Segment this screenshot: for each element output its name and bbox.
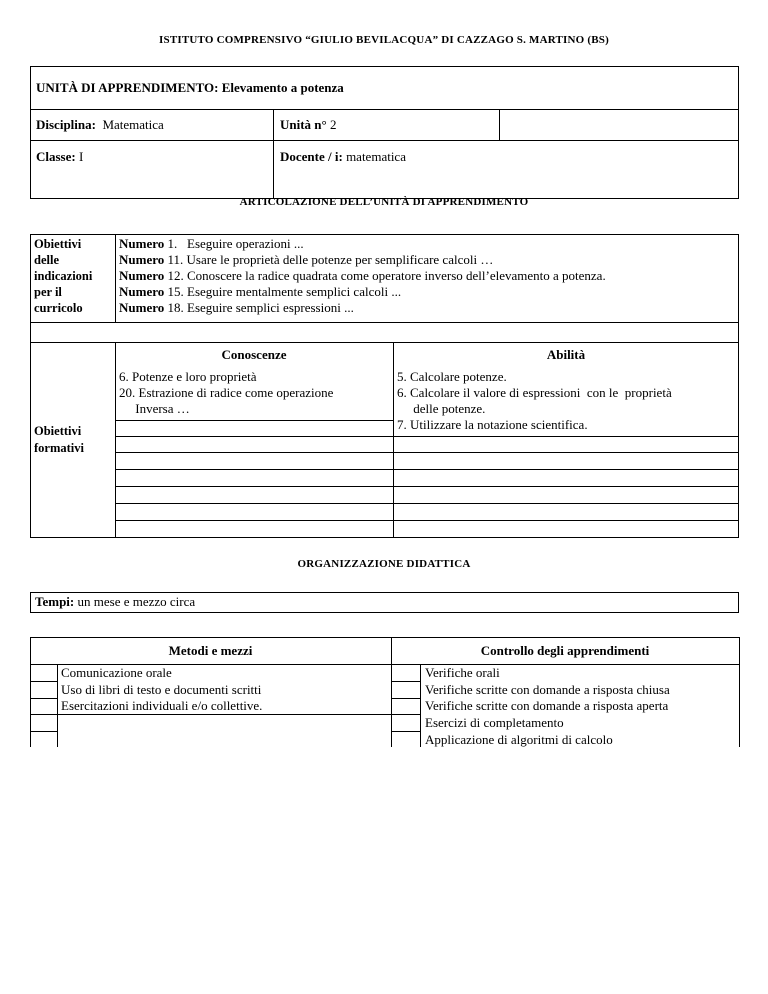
- curricolo-label: Obiettivi delle indicazioni per il curricolo: [34, 237, 93, 315]
- abilita-list: [397, 369, 672, 433]
- list-item: Verifiche orali: [425, 665, 500, 680]
- list-item: Esercitazioni individuali e/o collettive.: [61, 698, 263, 714]
- metodi-list: [61, 665, 262, 715]
- class-field: Classe: I: [36, 149, 84, 164]
- list-item: Uso di libri di testo e documenti scritti: [61, 681, 262, 697]
- metodi-header: Metodi e mezzi: [168, 643, 253, 658]
- list-item: 7. Utilizzare la notazione scientifica.: [397, 417, 588, 432]
- conoscenze-header: Conoscenze: [221, 347, 287, 362]
- list-item: delle potenze.: [397, 401, 486, 416]
- list-item: 5. Calcolare potenze.: [397, 369, 507, 384]
- list-item: Inversa …: [119, 401, 190, 416]
- articolazione-title: ARTICOLAZIONE DELL’UNITÀ DI APPRENDIMENTO: [239, 196, 529, 208]
- tempi-field: Tempi: un mese e mezzo circa: [35, 594, 196, 609]
- list-item: Numero 18. Eseguire semplici espressioni ...: [119, 300, 354, 315]
- school-header: ISTITUTO COMPRENSIVO “GIULIO BEVILACQUA” DI CAZZAGO S. MARTINO (BS): [159, 34, 609, 46]
- list-item: Verifiche scritte con domande a risposta chiusa: [425, 681, 670, 697]
- teacher-field: Docente / i: matematica: [280, 149, 406, 164]
- controllo-list: [425, 665, 670, 749]
- list-item: 20. Estrazione di radice come operazione: [119, 385, 334, 400]
- list-item: Verifiche scritte con domande a risposta aperta: [425, 698, 669, 714]
- formativi-label: Obiettivi formativi: [34, 424, 84, 455]
- list-item: Comunicazione orale: [61, 665, 172, 680]
- conoscenze-list: [119, 369, 333, 417]
- list-item: Numero 12. Conoscere la radice quadrata come operatore inverso dell’elevamento a potenza.: [119, 268, 606, 283]
- discipline-field: Disciplina: Matematica: [36, 117, 164, 132]
- unit-number-field: Unità n° 2: [280, 117, 337, 132]
- unit-title: UNITÀ DI APPRENDIMENTO: Elevamento a potenza: [36, 80, 344, 95]
- list-item: 6. Calcolare il valore di espressioni con le proprietà: [397, 385, 672, 400]
- objectives-list: [119, 236, 606, 316]
- list-item: Esercizi di completamento: [425, 715, 564, 731]
- list-item: 6. Potenze e loro proprietà: [119, 369, 257, 384]
- controllo-header: Controllo degli apprendimenti: [480, 643, 650, 658]
- list-item: Applicazione di algoritmi di calcolo: [425, 731, 613, 747]
- page-blank: [0, 747, 768, 994]
- organizzazione-title: ORGANIZZAZIONE DIDATTICA: [297, 558, 471, 570]
- list-item: Numero 1. Eseguire operazioni ...: [119, 236, 304, 251]
- list-item: Numero 11. Usare le proprietà delle potenze per semplificare calcoli …: [119, 252, 494, 267]
- abilita-header: Abilità: [546, 347, 586, 362]
- list-item: Numero 15. Eseguire mentalmente semplici calcoli ...: [119, 284, 402, 299]
